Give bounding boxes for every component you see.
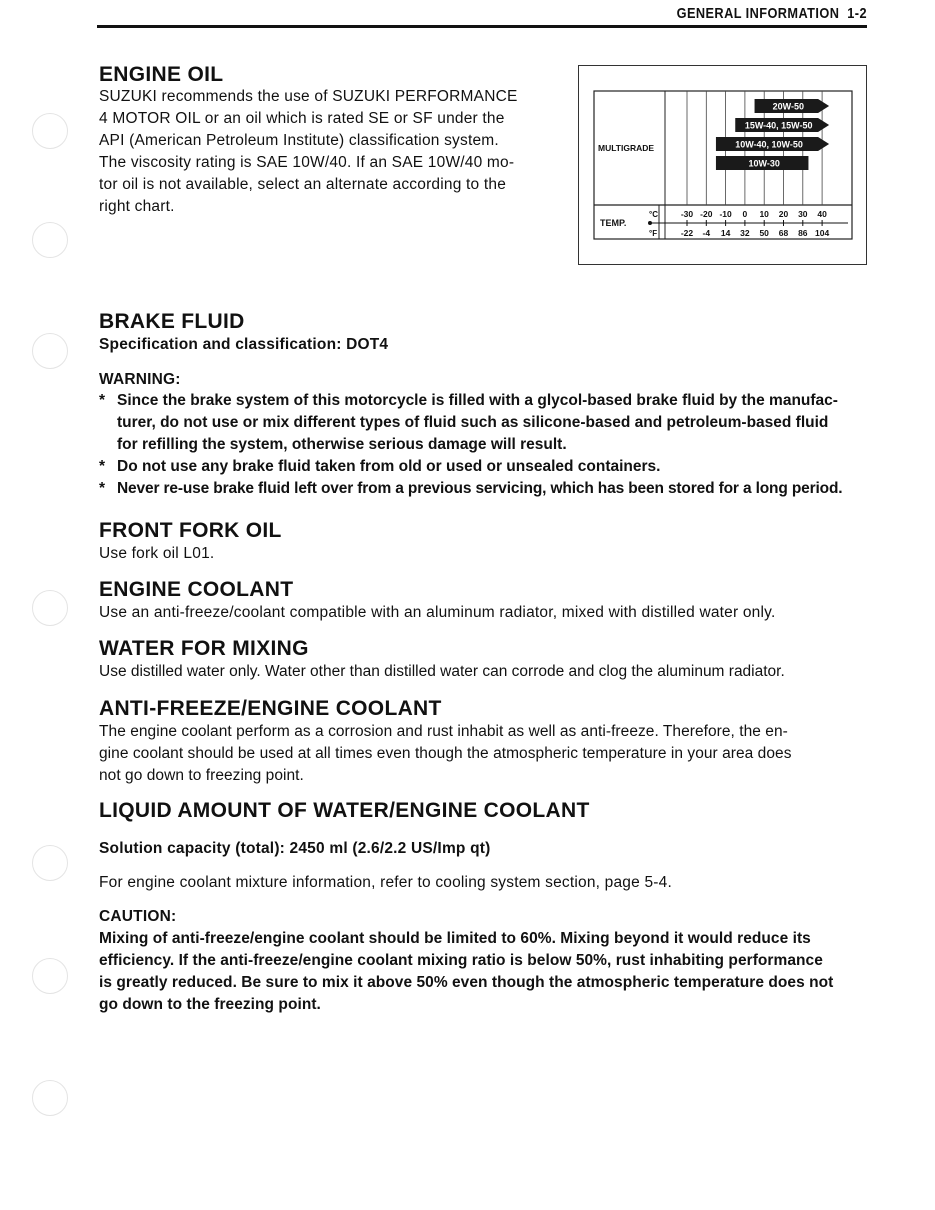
page-header	[677, 5, 867, 22]
viscosity-bar-label: 20W-50	[772, 101, 804, 112]
front-fork-oil-heading: FRONT FORK OIL	[99, 519, 282, 542]
warning-line: Do not use any brake fluid taken from old or used or unsealed containers.	[117, 458, 661, 475]
punch-hole	[32, 113, 68, 149]
warning-line: for refilling the system, otherwise serious damage will result.	[117, 436, 567, 453]
unit-fahrenheit: °F	[649, 229, 658, 238]
punch-hole	[32, 958, 68, 994]
punch-hole	[32, 222, 68, 258]
celsius-tick-label: 20	[778, 209, 789, 219]
fahrenheit-tick-label: -22	[680, 228, 694, 238]
fahrenheit-tick-label: 32	[740, 228, 750, 238]
water-mixing-text: Use distilled water only. Water other than distilled water can corrode and clog the aluminum radiator.	[99, 663, 785, 680]
celsius-tick-label: 40	[817, 209, 827, 219]
celsius-tick-label: -10	[719, 209, 732, 219]
bullet-star: *	[99, 480, 105, 497]
temp-label: TEMP.	[600, 218, 627, 228]
caution-line: Mixing of anti-freeze/engine coolant should be limited to 60%. Mixing beyond it would reduce its	[99, 930, 811, 947]
warning-item	[99, 456, 869, 478]
caution-line: efficiency. If the anti-freeze/engine coolant mixing ratio is below 50%, rust inhabiting performance	[99, 952, 823, 969]
bullet-star: *	[99, 392, 106, 409]
viscosity-chart	[578, 65, 867, 265]
caution-text	[99, 928, 879, 1016]
celsius-tick-label: -30	[680, 209, 694, 219]
engine-oil-line: 4 MOTOR OIL or an oil which is rated SE or SF under the	[99, 110, 505, 127]
punch-hole	[32, 590, 68, 626]
solution-capacity: Solution capacity (total): 2450 ml (2.6/2.2 US/Imp qt)	[99, 840, 491, 857]
celsius-tick-label: 30	[798, 209, 808, 219]
warning-title: WARNING:	[99, 371, 181, 388]
unit-celsius: °C	[649, 210, 658, 219]
engine-oil-line: right chart.	[99, 198, 175, 215]
caution-line: is greatly reduced. Be sure to mix it above 50% even though the atmospheric temperature does not	[99, 974, 834, 991]
engine-coolant-heading: ENGINE COOLANT	[99, 578, 294, 601]
front-fork-oil-text: Use fork oil L01.	[99, 545, 215, 562]
antifreeze-text	[99, 721, 879, 787]
engine-coolant-text: Use an anti-freeze/coolant compatible with an aluminum radiator, mixed with distilled water only.	[99, 604, 776, 621]
engine-oil-heading: ENGINE OIL	[99, 63, 224, 86]
caution-line: go down to the freezing point.	[99, 996, 321, 1013]
brake-fluid-spec: Specification and classification: DOT4	[99, 336, 389, 353]
water-mixing-heading: WATER FOR MIXING	[99, 637, 309, 660]
brake-fluid-heading: BRAKE FLUID	[99, 310, 245, 333]
coolant-reference: For engine coolant mixture information, refer to cooling system section, page 5-4.	[99, 874, 672, 891]
celsius-tick-label: 0	[742, 209, 748, 219]
viscosity-bar-label: 15W-40, 15W-50	[744, 120, 813, 131]
antifreeze-line: The engine coolant perform as a corrosion and rust inhabit as well as anti-freeze. Therefore, the en-	[99, 723, 788, 740]
viscosity-bar-label: 10W-30	[748, 158, 780, 169]
fahrenheit-tick-label: 68	[778, 228, 789, 238]
warning-line: Since the brake system of this motorcycle is filled with a glycol-based brake fluid by the manufac-	[117, 392, 838, 409]
engine-oil-text	[99, 86, 559, 218]
antifreeze-line: not go down to freezing point.	[99, 767, 304, 784]
fahrenheit-tick-label: 14	[720, 228, 731, 238]
fahrenheit-tick-label: -4	[702, 228, 711, 238]
header-rule	[97, 25, 867, 28]
header-title: GENERAL INFORMATION	[676, 5, 840, 22]
antifreeze-line: gine coolant should be used at all times even though the atmospheric temperature in your area does	[99, 745, 792, 762]
liquid-amount-heading: LIQUID AMOUNT OF WATER/ENGINE COOLANT	[99, 799, 590, 822]
caution-title: CAUTION:	[99, 908, 177, 925]
multigrade-label: MULTIGRADE	[598, 143, 655, 153]
engine-oil-line: The viscosity rating is SAE 10W/40. If an SAE 10W/40 mo-	[99, 154, 515, 171]
bullet-star: *	[99, 458, 106, 475]
engine-oil-line: SUZUKI recommends the use of SUZUKI PERFORMANCE	[99, 88, 518, 105]
warning-item	[99, 390, 869, 456]
celsius-tick-label: 10	[759, 209, 769, 219]
warning-item	[99, 478, 869, 500]
engine-oil-line: tor oil is not available, select an alternate according to the	[99, 176, 507, 193]
fahrenheit-tick-label: 86	[798, 228, 808, 238]
warning-line: Never re-use brake fluid left over from a previous servicing, which has been stored for a long period.	[117, 480, 843, 497]
fahrenheit-tick-label: 104	[815, 228, 830, 238]
celsius-tick-label: -20	[700, 209, 713, 219]
fahrenheit-tick-label: 50	[759, 228, 769, 238]
viscosity-chart-svg	[579, 66, 866, 264]
punch-hole	[32, 333, 68, 369]
punch-hole	[32, 845, 68, 881]
warning-line: turer, do not use or mix different types of fluid such as silicone-based and petroleum-based fluid	[117, 414, 829, 431]
punch-hole	[32, 1080, 68, 1116]
engine-oil-line: API (American Petroleum Institute) classification system.	[99, 132, 499, 149]
viscosity-bar-label: 10W-40, 10W-50	[735, 139, 803, 150]
antifreeze-heading: ANTI-FREEZE/ENGINE COOLANT	[99, 697, 442, 720]
page-number: 1-2	[847, 5, 867, 22]
